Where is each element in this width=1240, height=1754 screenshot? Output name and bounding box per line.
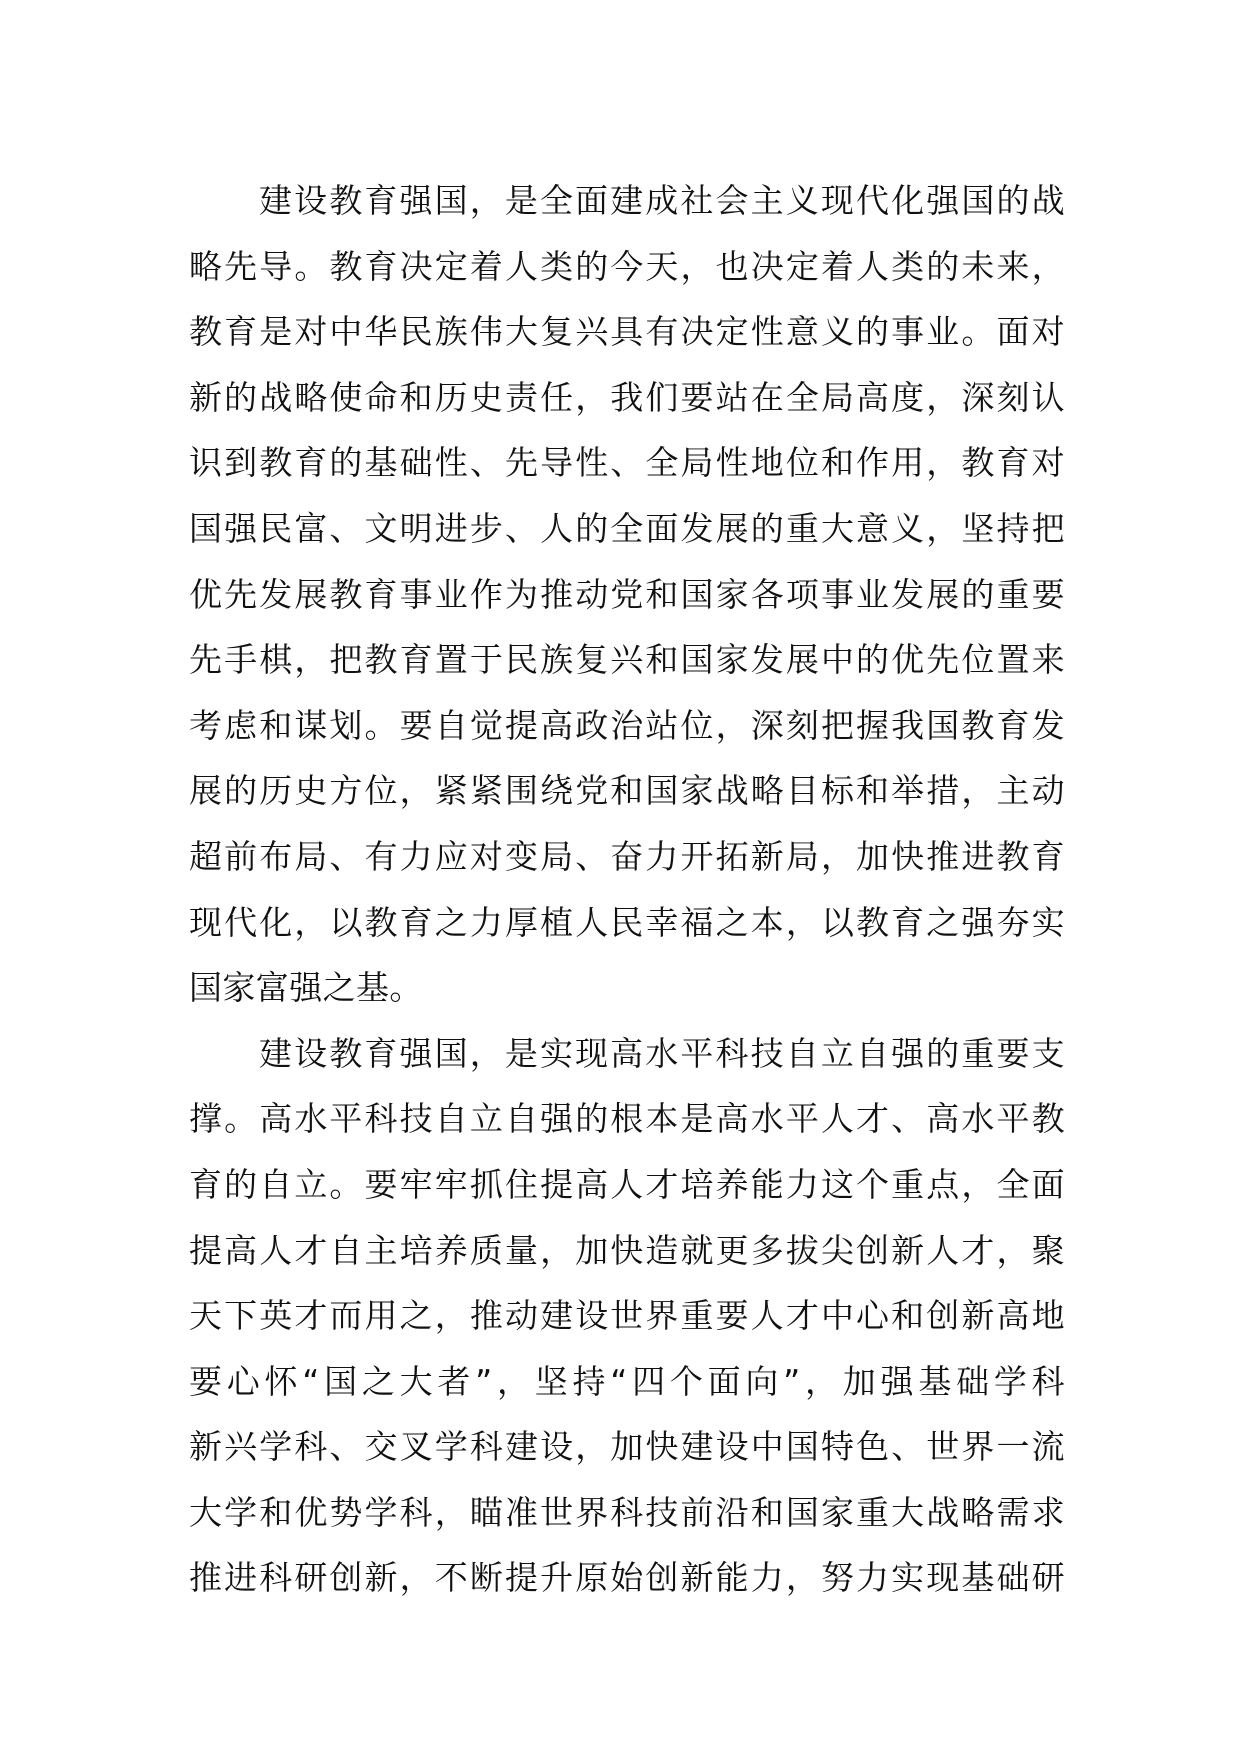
paragraph-1-line-8: 先手棋，把教育置于民族复兴和国家发展中的优先位置来 <box>189 640 1065 680</box>
paragraph-1-line-5: 识到教育的基础性、先导性、全局性地位和作用，教育对 <box>189 443 1065 483</box>
paragraph-2-line-3: 育的自立。要牢牢抓住提高人才培养能力这个重点，全面 <box>189 1164 1065 1204</box>
paragraph-2-line-2: 撑。高水平科技自立自强的根本是高水平人才、高水平教 <box>189 1099 1065 1139</box>
paragraph-1-line-7: 优先发展教育事业作为推动党和国家各项事业发展的重要 <box>189 574 1065 614</box>
paragraph-2-line-6: 要心怀“国之大者”，坚持“四个面向”，加强基础学科 <box>189 1361 1065 1401</box>
paragraph-1-line-11: 超前布局、有力应对变局、奋力开拓新局，加快推进教育 <box>189 836 1065 876</box>
paragraph-1-line-12: 现代化，以教育之力厚植人民幸福之本，以教育之强夯实 <box>189 902 1065 942</box>
paragraph-2-line-4: 提高人才自主培养质量，加快造就更多拔尖创新人才，聚 <box>189 1230 1065 1270</box>
paragraph-1-line-4: 新的战略使命和历史责任，我们要站在全局高度，深刻认 <box>189 377 1065 417</box>
paragraph-1-line-6: 国强民富、文明进步、人的全面发展的重大意义，坚持把 <box>189 508 1065 548</box>
paragraph-1-line-9: 考虑和谋划。要自觉提高政治站位，深刻把握我国教育发 <box>189 705 1065 745</box>
paragraph-2-line-1: 建设教育强国，是实现高水平科技自立自强的重要支 <box>259 1033 1065 1073</box>
paragraph-2-line-7: 新兴学科、交叉学科建设，加快建设中国特色、世界一流 <box>189 1427 1065 1467</box>
paragraph-1-line-2: 略先导。教育决定着人类的今天，也决定着人类的未来， <box>189 246 1065 286</box>
paragraph-1-line-13: 国家富强之基。 <box>189 968 423 1008</box>
paragraph-2-line-8: 大学和优势学科，瞄准世界科技前沿和国家重大战略需求 <box>189 1492 1065 1532</box>
paragraph-1-line-3: 教育是对中华民族伟大复兴具有决定性意义的事业。面对 <box>189 312 1065 352</box>
paragraph-2-line-9: 推进科研创新，不断提升原始创新能力，努力实现基础研 <box>189 1558 1065 1598</box>
paragraph-2-line-5: 天下英才而用之，推动建设世界重要人才中心和创新高地 <box>189 1296 1065 1336</box>
body-text <box>189 168 1065 1611</box>
paragraph-1-line-1: 建设教育强国，是全面建成社会主义现代化强国的战 <box>259 181 1065 220</box>
paragraph-1-line-10: 展的历史方位，紧紧围绕党和国家战略目标和举措，主动 <box>189 771 1065 811</box>
